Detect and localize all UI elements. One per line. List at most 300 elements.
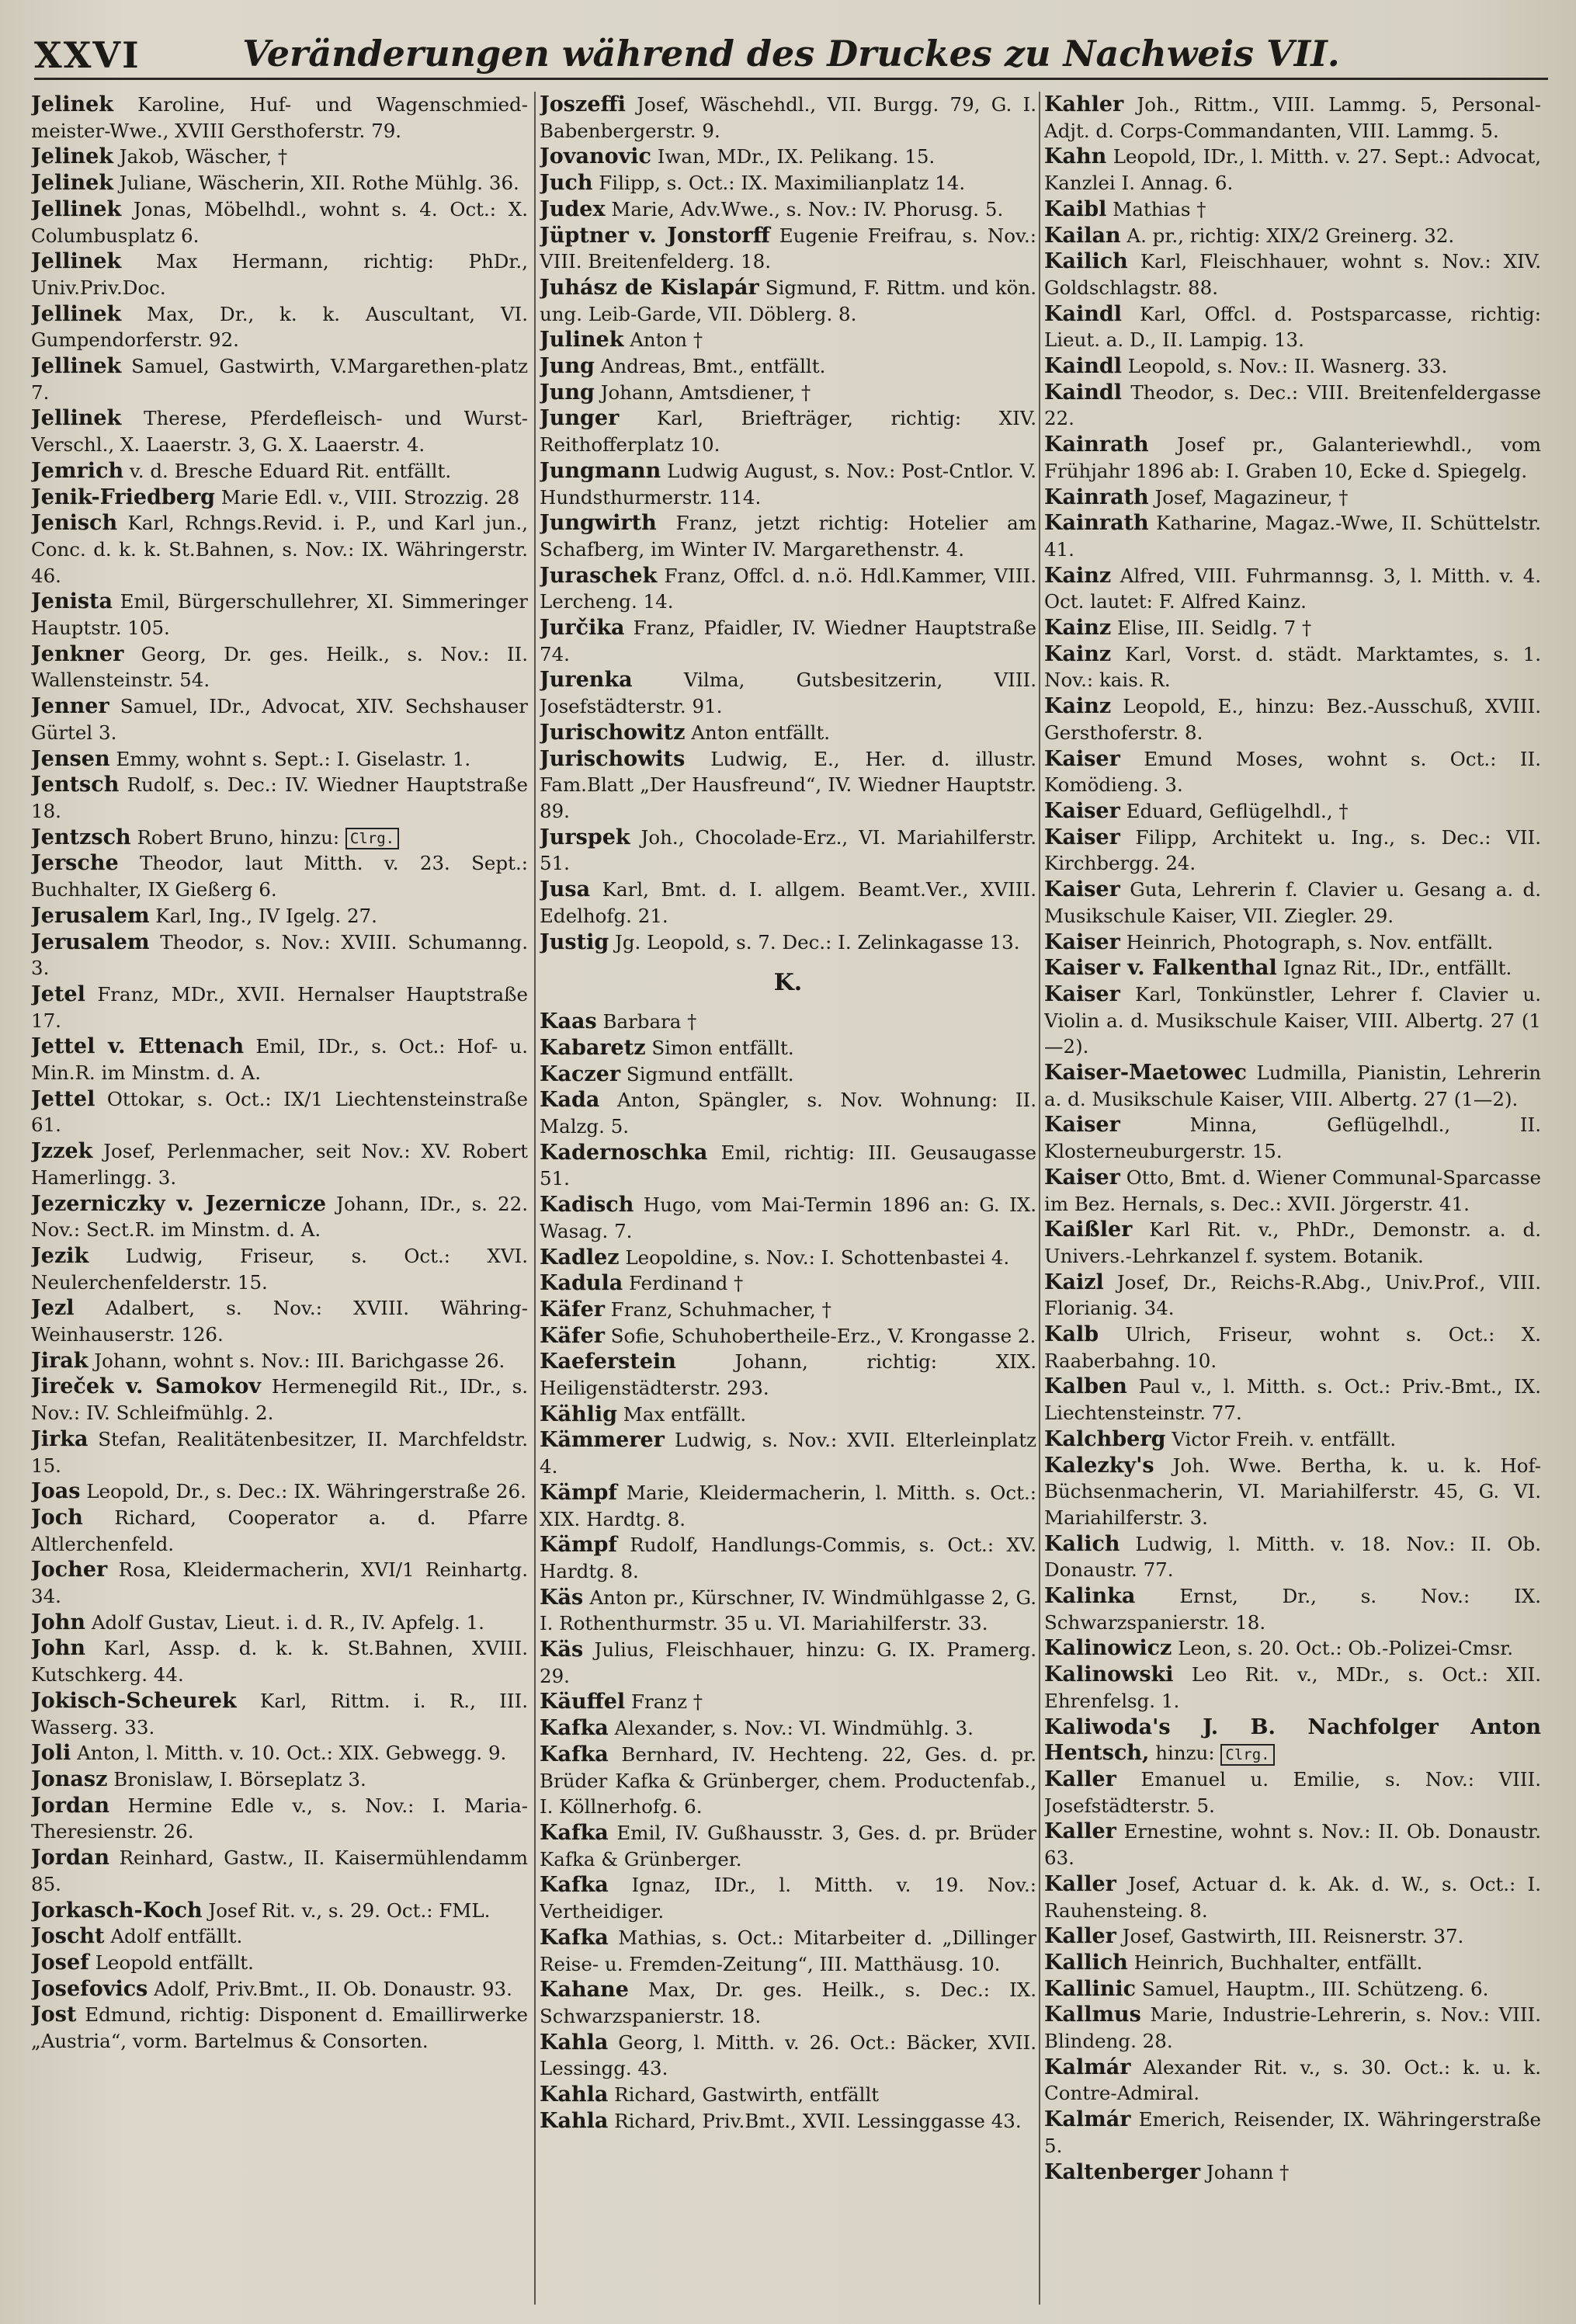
entry-details: Ignaz, IDr., l. Mitth. v. 19. Nov.: Vertheidiger.	[540, 1874, 1036, 1923]
entry-name: Jirka	[31, 1426, 89, 1451]
directory-entry	[31, 1845, 528, 1897]
directory-entry	[540, 1270, 1036, 1297]
directory-entry	[1044, 1322, 1541, 1374]
directory-entry	[31, 1635, 528, 1687]
entry-name: Kaiser	[1044, 1113, 1120, 1138]
entry-details: Heinrich, Photograph, s. Nov. entfällt.	[1120, 930, 1494, 954]
entry-name: Jost	[31, 2003, 77, 2027]
entry-name: Jurischowitz	[540, 720, 686, 745]
entry-name: Kaißler	[1044, 1218, 1133, 1242]
entry-details: Ferdinand †	[623, 1272, 744, 1295]
entry-details: Samuel, Gastwirth, V.Margarethen-platz 7.	[31, 355, 528, 404]
entry-name: Jonasz	[31, 1767, 108, 1791]
entry-details: Karl, Rittm. i. R., III. Wasserg. 33.	[31, 1689, 528, 1739]
directory-entry	[31, 1426, 528, 1478]
entry-details: Adolf entfällt.	[104, 1925, 243, 1948]
directory-entry	[540, 825, 1036, 877]
entry-name: Kallinic	[1044, 1976, 1137, 2001]
entry-name: Kaller	[1044, 1871, 1116, 1896]
directory-entry	[1044, 432, 1541, 484]
directory-entry	[31, 144, 528, 170]
entry-name: Jezerniczky v. Jezernicze	[31, 1191, 327, 1216]
entry-details: Franz, Schuhmacher, †	[604, 1297, 831, 1321]
directory-entry	[540, 1742, 1036, 1820]
entry-name: Kaiser	[1044, 981, 1120, 1006]
entry-name: Josef	[31, 1950, 89, 1975]
entry-name: Jellinek	[31, 196, 122, 221]
directory-entry	[31, 1086, 528, 1138]
entry-name: Kaiser	[1044, 877, 1120, 902]
directory-entry	[540, 1349, 1036, 1401]
entry-name: Jellinek	[31, 301, 122, 326]
directory-entry	[31, 1976, 528, 2003]
directory-entry	[1044, 615, 1541, 641]
entry-name: Kaas	[540, 1009, 597, 1034]
entry-name: Jellinek	[31, 249, 122, 274]
entry-details: Robert Bruno, hinzu:	[130, 825, 345, 849]
directory-entry	[31, 825, 528, 851]
entry-name: Jerusalem	[31, 903, 150, 928]
entry-details: Ludmilla, Pianistin, Lehrerin a. d. Musikschule Kaiser, VIII. Albertg. 27 (1—2).	[1044, 1061, 1541, 1110]
entry-name: Jelinek	[31, 92, 113, 116]
entry-details: Josef, Gastwirth, III. Reisnerstr. 37.	[1116, 1925, 1464, 1948]
entry-details: Emmy, wohnt s. Sept.: I. Giselastr. 1.	[109, 747, 471, 770]
entry-details: Anton, l. Mitth. v. 10. Oct.: XIX. Gebwegg. 9.	[71, 1742, 507, 1765]
entry-name: Juraschek	[540, 563, 658, 588]
directory-entry	[31, 510, 528, 589]
entry-name: Kaiser-Maetowec	[1044, 1061, 1247, 1086]
entry-details: Emerich, Reisender, IX. Währingerstraße 5.	[1044, 2108, 1541, 2157]
directory-entry	[540, 1245, 1036, 1271]
entry-details: Emil, IDr., s. Oct.: Hof- u. Min.R. im Minstm. d. A.	[31, 1035, 528, 1085]
entry-details: Richard, Gastwirth, entfällt	[608, 2083, 880, 2107]
entry-details: Karoline, Huf- und Wagenschmied-meister-Wwe., XVIII Gersthoferstr. 79.	[31, 93, 528, 142]
entry-details: Anton, Spängler, s. Nov. Wohnung: II. Malzg. 5.	[540, 1089, 1036, 1138]
entry-name: Julinek	[540, 328, 624, 353]
entry-details: Katharine, Magaz.-Wwe, II. Schüttelstr. 41.	[1044, 512, 1541, 561]
entry-details: Sofie, Schuhobertheile-Erz., V. Krongasse 2.	[604, 1324, 1036, 1347]
directory-entry	[540, 1715, 1036, 1742]
directory-entry	[540, 1140, 1036, 1192]
mark-label: Clrg.	[1220, 1744, 1274, 1766]
entry-name: Kalmár	[1044, 2055, 1131, 2079]
entry-name: Käs	[540, 1638, 584, 1662]
entry-details: Josef Rit. v., s. 29. Oct.: FML.	[202, 1898, 491, 1922]
entry-details: Leopold, E., hinzu: Bez.-Ausschuß, XVIII. Gersthoferstr. 8.	[1044, 695, 1541, 744]
directory-entry	[1044, 2159, 1541, 2186]
entry-name: Kainz	[1044, 641, 1112, 666]
entry-details: Emil, IV. Gußhausstr. 3, Ges. d. pr. Brüder Kafka & Grünberger.	[540, 1822, 1036, 1871]
entry-name: Jezl	[31, 1296, 75, 1321]
entry-name: Käuffel	[540, 1690, 626, 1714]
entry-details: Emanuel u. Emilie, s. Nov.: VIII. Josefstädterstr. 5.	[1044, 1768, 1541, 1817]
entry-details: Joh., Chocolade-Erz., VI. Mariahilferstr. 51.	[540, 825, 1036, 875]
entry-name: Jüptner v. Jonstorff	[540, 223, 770, 248]
entry-name: Kadlez	[540, 1245, 620, 1270]
directory-entry	[540, 1035, 1036, 1061]
directory-entry	[1044, 1374, 1541, 1426]
entry-details: Karl, Bmt. d. I. allgem. Beamt.Ver., XVIII. Edelhofg. 21.	[540, 878, 1036, 927]
directory-entry	[1044, 1976, 1541, 2003]
entry-details: Georg, l. Mitth. v. 26. Oct.: Bäcker, XVII. Lessingg. 43.	[540, 2030, 1036, 2080]
entry-details: Adolf, Priv.Bmt., II. Ob. Donaustr. 93.	[148, 1977, 512, 2000]
entry-details: Simon entfällt.	[645, 1036, 794, 1059]
directory-entry	[1044, 510, 1541, 562]
directory-entry	[1044, 929, 1541, 956]
entry-details: Josef pr., Galanteriewhdl., vom Frühjahr 1896 ab: I. Graben 10, Ecke d. Spiegelg.	[1044, 433, 1541, 482]
directory-entry	[540, 510, 1036, 562]
entry-details: Anton †	[623, 328, 703, 352]
entry-details: Marie Edl. v., VIII. Strozzig. 28	[215, 485, 520, 509]
directory-entry	[540, 1427, 1036, 1479]
directory-entry	[1044, 1217, 1541, 1269]
entry-details: Stefan, Realitätenbesitzer, II. Marchfeldstr. 15.	[31, 1427, 528, 1477]
directory-entry	[31, 458, 528, 485]
entry-details: Max entfällt.	[616, 1402, 747, 1426]
directory-entry	[540, 1872, 1036, 1924]
section-letter: K.	[773, 969, 803, 997]
entry-details: Josef, Dr., Reichs-R.Abg., Univ.Prof., VIII. Florianig. 34.	[1044, 1270, 1541, 1320]
entry-details: Jonas, Möbelhdl., wohnt s. 4. Oct.: X. Columbusplatz 6.	[31, 197, 528, 247]
entry-details: Bernhard, IV. Hechteng. 22, Ges. d. pr. Brüder Kafka & Grünberger, chem. Productenfab., I. Köllnerhofg. 6.	[540, 1742, 1036, 1819]
entry-details: Therese, Pferdefleisch- und Wurst-Verschl., X. Laaerstr. 3, G. X. Laaerstr. 4.	[31, 407, 528, 457]
entry-name: Kailich	[1044, 249, 1128, 274]
entry-details: Jg. Leopold, s. 7. Dec.: I. Zelinkagasse 13.	[609, 930, 1020, 954]
directory-entry	[1044, 485, 1541, 511]
entry-name: Jentsch	[31, 773, 120, 797]
entry-name: Jenik-Friedberg	[31, 485, 216, 509]
entry-name: Jettel v. Ettenach	[31, 1034, 245, 1059]
entry-details: Anton pr., Kürschner, IV. Windmühlgasse 2, G. I. Rothenthurmstr. 35 u. VI. Mariahilferstr. 33.	[540, 1586, 1036, 1635]
column-divider	[1039, 92, 1040, 2305]
entry-details: Georg, Dr. ges. Heilk., s. Nov.: II. Wallensteinstr. 54.	[31, 642, 528, 692]
entry-name: Kahane	[540, 1978, 629, 2003]
directory-entry	[540, 1061, 1036, 1088]
entry-name: Kalinka	[1044, 1584, 1136, 1609]
entry-name: Joscht	[31, 1924, 105, 1949]
directory-entry	[1044, 1662, 1541, 1714]
directory-entry	[1044, 1766, 1541, 1819]
entry-details: Andreas, Bmt., entfällt.	[594, 355, 826, 378]
entry-details: Theodor, s. Nov.: XVIII. Schumanng. 3.	[31, 930, 528, 980]
entry-name: Jelinek	[31, 171, 113, 196]
directory-entry	[540, 1480, 1036, 1532]
entry-name: Jurenka	[540, 668, 633, 693]
entry-name: Kalb	[1044, 1322, 1099, 1347]
entry-name: Jensen	[31, 746, 110, 771]
entry-name: Kaindl	[1044, 380, 1122, 405]
entry-details: Ludwig, s. Nov.: XVII. Elterleinplatz 4.	[540, 1429, 1036, 1478]
directory-entry	[31, 92, 528, 144]
entry-name: Kallmus	[1044, 2003, 1141, 2027]
directory-entry	[31, 693, 528, 745]
entry-details: Leopold entfällt.	[89, 1951, 254, 1974]
directory-entry	[1044, 380, 1541, 432]
directory-entry	[31, 1793, 528, 1845]
directory-entry	[540, 327, 1036, 353]
entry-name: Kalben	[1044, 1374, 1127, 1399]
entry-name: Jurčika	[540, 616, 625, 641]
entry-name: Jerusalem	[31, 929, 150, 954]
directory-entry	[1044, 693, 1541, 745]
page-title: Veränderungen während des Druckes zu Nachweis VII.	[242, 33, 1340, 75]
entry-details: Ludwig August, s. Nov.: Post-Cntlor. V. Hundsthurmerstr. 114.	[540, 459, 1036, 509]
entry-details: Emil, richtig: III. Geusaugasse 51.	[540, 1141, 1036, 1190]
entry-name: Joas	[31, 1479, 81, 1504]
entry-details: Anton entfällt.	[685, 721, 831, 744]
entry-details: Marie, Industrie-Lehrerin, s. Nov.: VIII. Blindeng. 28.	[1044, 2003, 1541, 2053]
entry-name: Junger	[540, 406, 620, 431]
entry-details: Max, Dr., k. k. Auscultant, VI. Gumpendorferstr. 92.	[31, 302, 528, 352]
directory-entry	[1044, 1270, 1541, 1322]
directory-entry	[1044, 1426, 1541, 1453]
entry-name: Jurischowits	[540, 746, 686, 771]
entry-name: Kaiser v. Falkenthal	[1044, 956, 1277, 981]
directory-entry	[540, 2108, 1036, 2135]
directory-entry	[1044, 746, 1541, 798]
entry-name: Kainrath	[1044, 485, 1149, 509]
directory-entry	[1044, 1060, 1541, 1112]
entry-details: Julius, Fleischhauer, hinzu: G. IX. Pramerg. 29.	[540, 1638, 1036, 1687]
entry-name: Kaeferstein	[540, 1350, 676, 1374]
entry-details: Johann, richtig: XIX. Heiligenstädterstr. 293.	[540, 1350, 1036, 1400]
directory-entry	[1044, 1950, 1541, 1976]
directory-entry	[31, 1688, 528, 1740]
entry-details: Otto, Bmt. d. Wiener Communal-Sparcasse im Bez. Hernals, s. Dec.: XVII. Jörgerstr. 41.	[1044, 1165, 1541, 1215]
entry-details: Karl Rit. v., PhDr., Demonstr. a. d. Univers.-Lehrkanzel f. system. Botanik.	[1044, 1218, 1541, 1267]
entry-name: Kaindl	[1044, 301, 1122, 326]
entry-name: Käfer	[540, 1323, 605, 1348]
entry-name: Kadisch	[540, 1193, 634, 1218]
entry-name: Jezik	[31, 1243, 89, 1268]
directory-entry	[31, 485, 528, 511]
entry-details: Iwan, MDr., IX. Pelikang. 15.	[651, 145, 936, 168]
directory-entry	[31, 1766, 528, 1793]
entry-details: Josef, Perlenmacher, seit Nov.: XV. Robert Hamerlingg. 3.	[31, 1140, 528, 1189]
directory-entry	[540, 92, 1036, 144]
entry-details: Franz, MDr., XVII. Hernalser Hauptstraße 17.	[31, 982, 528, 1032]
entry-name: Kahla	[540, 2108, 609, 2133]
entry-name: Jung	[540, 354, 595, 379]
entry-name: John	[31, 1610, 86, 1634]
directory-entry	[540, 1977, 1036, 2029]
entry-details: Bronislaw, I. Börseplatz 3.	[107, 1768, 366, 1791]
entry-name: Jordan	[31, 1846, 110, 1871]
directory-entry	[540, 1402, 1036, 1428]
entry-name: Kainrath	[1044, 432, 1149, 457]
directory-entry	[540, 746, 1036, 825]
entry-details: Franz †	[625, 1690, 703, 1714]
entry-name: Kafka	[540, 1821, 609, 1845]
entry-details: Alexander, s. Nov.: VI. Windmühlg. 3.	[608, 1717, 974, 1740]
directory-entry	[31, 589, 528, 641]
directory-entry	[540, 144, 1036, 170]
entry-name: Kainz	[1044, 694, 1112, 719]
entry-name: John	[31, 1636, 86, 1661]
directory-entry	[31, 248, 528, 300]
directory-entry	[31, 196, 528, 248]
entry-details: v. d. Bresche Eduard Rit. entfällt.	[123, 459, 452, 482]
entry-details: Marie, Kleidermacherin, l. Mitth. s. Oct.: XIX. Hardtg. 8.	[540, 1481, 1036, 1530]
directory-entry	[1044, 825, 1541, 877]
directory-entry	[31, 1923, 528, 1950]
entry-name: Kahler	[1044, 92, 1124, 116]
directory-entry	[1044, 2055, 1541, 2107]
directory-entry	[31, 850, 528, 902]
entry-name: Jentzsch	[31, 825, 131, 849]
entry-name: Kaiser	[1044, 1165, 1120, 1190]
entry-name: Jocher	[31, 1558, 108, 1582]
entry-details: Richard, Priv.Bmt., XVII. Lessinggasse 43.	[608, 2109, 1022, 2132]
entry-name: Jovanovic	[540, 144, 651, 169]
column-1	[31, 92, 528, 2305]
entry-name: Kaiser	[1044, 798, 1120, 823]
entry-name: Jung	[540, 380, 595, 405]
entry-name: Kämmerer	[540, 1428, 665, 1453]
mark-label: Clrg.	[345, 828, 399, 849]
entry-details: Emund Moses, wohnt s. Oct.: II. Komödieng. 3.	[1044, 747, 1541, 797]
directory-entry	[1044, 2107, 1541, 2159]
entry-name: Josefovics	[31, 1976, 148, 2001]
entry-details: Ludwig, Friseur, s. Oct.: XVI. Neulerchenfelderstr. 15.	[31, 1244, 528, 1294]
entry-details: Theodor, laut Mitth. v. 23. Sept.: Buchhalter, IX Gießerg 6.	[31, 852, 528, 901]
directory-entry	[540, 405, 1036, 457]
entry-name: Kaliwoda's J. B. Nachfolger Anton Hentsch,	[1044, 1714, 1541, 1766]
entry-details: Ernestine, wohnt s. Nov.: II. Ob. Donaustr. 63.	[1044, 1820, 1541, 1870]
directory-entry	[540, 2030, 1036, 2082]
entry-name: Jenista	[31, 589, 113, 614]
entry-details: Leopold, s. Nov.: II. Wasnerg. 33.	[1121, 355, 1448, 378]
entry-name: Joch	[31, 1505, 83, 1530]
entry-name: Jirak	[31, 1348, 89, 1373]
entry-name: Kaiser	[1044, 825, 1120, 849]
entry-name: Kaller	[1044, 1767, 1116, 1791]
entry-details: Franz, Pfaidler, IV. Wiedner Hauptstraße 74.	[540, 617, 1036, 665]
entry-details: Sigmund, F. Rittm. und kön. ung. Leib-Garde, VII. Döblerg. 8.	[540, 276, 1036, 325]
directory-entry	[540, 1192, 1036, 1244]
directory-entry	[31, 353, 528, 405]
entry-details: Paul v., l. Mitth. s. Oct.: Priv.-Bmt., IX. Liechtensteinstr. 77.	[1044, 1375, 1541, 1425]
entry-name: Kalezky's	[1044, 1453, 1154, 1478]
entry-name: Jorkasch-Koch	[31, 1898, 203, 1923]
entry-name: Kalinowicz	[1044, 1636, 1172, 1661]
entry-details: Leopold, Dr., s. Dec.: IX. Währingerstraße 26.	[80, 1480, 526, 1503]
directory-entry	[31, 405, 528, 457]
entry-details: Ignaz Rit., IDr., entfällt.	[1276, 957, 1512, 980]
directory-entry	[540, 667, 1036, 719]
directory-entry	[31, 746, 528, 773]
directory-entry	[540, 170, 1036, 196]
entry-name: Kaiser	[1044, 746, 1120, 771]
entry-name: Kahn	[1044, 144, 1107, 169]
entry-details: Hermenegild Rit., IDr., s. Nov.: IV. Schleifmühlg. 2.	[31, 1375, 528, 1425]
entry-details: Sigmund entfällt.	[620, 1062, 794, 1086]
entry-name: Kämpf	[540, 1480, 618, 1505]
entry-name: Kahla	[540, 2030, 609, 2055]
entry-details: Max Hermann, richtig: PhDr., Univ.Priv.Doc.	[31, 250, 528, 299]
entry-details: Josef, Actuar d. k. Ak. d. W., s. Oct.: I. Rauhensteing. 8.	[1044, 1872, 1541, 1922]
entry-details: Mathias, s. Oct.: Mitarbeiter d. „Dillinger Reise- u. Fremden-Zeitung“, III. Matthäusg. 10.	[540, 1926, 1036, 1975]
entry-name: Jordan	[31, 1793, 110, 1818]
directory-entry	[31, 1348, 528, 1374]
directory-entry	[540, 1297, 1036, 1323]
entry-name: Kalinowski	[1044, 1662, 1174, 1687]
entry-details: Eugenie Freifrau, s. Nov.: VIII. Breitenfelderg. 18.	[540, 224, 1036, 273]
directory-entry	[31, 1478, 528, 1505]
entry-name: Jellinek	[31, 406, 122, 431]
entry-name: Justig	[540, 929, 609, 954]
directory-entry	[1044, 1923, 1541, 1950]
entry-details: Emil, Bürgerschullehrer, XI. Simmeringer Hauptstr. 105.	[31, 590, 528, 640]
directory-entry	[31, 1610, 528, 1636]
entry-name: Jersche	[31, 851, 119, 876]
directory-entry	[540, 929, 1036, 956]
entry-name: Jelinek	[31, 144, 113, 169]
entry-details: Joh., Rittm., VIII. Lammg. 5, Personal-Adjt. d. Corps-Commandanten, VIII. Lammg. 5.	[1044, 93, 1541, 142]
entry-details: Jakob, Wäscher, †	[113, 145, 288, 168]
directory-entry	[1044, 877, 1541, 929]
directory-entry	[540, 223, 1036, 275]
directory-entry	[1044, 1714, 1541, 1766]
directory-entry	[540, 2082, 1036, 2108]
entry-details: Elise, III. Seidlg. 7 †	[1111, 617, 1312, 640]
entry-name: Jireček v. Samokov	[31, 1374, 262, 1399]
entry-name: Jenner	[31, 694, 109, 719]
directory-entry	[31, 1138, 528, 1190]
entry-name: Kadula	[540, 1271, 623, 1296]
directory-entry	[540, 720, 1036, 746]
entry-details: Samuel, IDr., Advocat, XIV. Sechshauser Gürtel 3.	[31, 695, 528, 744]
directory-entry	[31, 1243, 528, 1295]
entry-name: Jenisch	[31, 511, 118, 536]
directory-entry	[1044, 563, 1541, 615]
entry-details: Ottokar, s. Oct.: IX/1 Liechtensteinstraße 61.	[31, 1087, 528, 1137]
entry-details: Richard, Cooperator a. d. Pfarre Altlerchenfeld.	[31, 1506, 528, 1555]
entry-name: Kaiser	[1044, 929, 1120, 954]
entry-details: A. pr., richtig: XIX/2 Greinerg. 32.	[1120, 224, 1455, 247]
entry-name: Jurspek	[540, 825, 630, 849]
column-2	[540, 92, 1036, 2305]
directory-entry	[1044, 2002, 1541, 2054]
directory-entry	[1044, 1635, 1541, 1662]
entry-name: Kaltenberger	[1044, 2159, 1201, 2184]
entry-details: Heinrich, Buchhalter, entfällt.	[1127, 1951, 1423, 1974]
entry-name: Kallich	[1044, 1950, 1128, 1975]
directory-entry	[1044, 641, 1541, 693]
entry-name: Käfer	[540, 1297, 605, 1322]
directory-entry	[540, 196, 1036, 223]
entry-details: Franz, jetzt richtig: Hotelier am Schafberg, im Winter IV. Margarethenstr. 4.	[540, 512, 1036, 561]
column-divider	[534, 92, 536, 2305]
entry-details: Minna, Geflügelhdl., II. Klosterneuburgerstr. 15.	[1044, 1113, 1541, 1163]
entry-details: Karl, Vorst. d. städt. Marktamtes, s. 1. Nov.: kais. R.	[1044, 642, 1541, 692]
entry-details: Samuel, Hauptm., III. Schützeng. 6.	[1136, 1977, 1489, 2000]
directory-entry	[540, 1323, 1036, 1350]
entry-details: Johann †	[1200, 2160, 1290, 2183]
entry-name: Joli	[31, 1741, 71, 1766]
directory-entry	[1044, 798, 1541, 825]
entry-name: Kabaretz	[540, 1035, 646, 1060]
entry-name: Juhász de Kislapár	[540, 275, 759, 300]
entry-details: Alexander Rit. v., s. 30. Oct.: k. u. k. Contre-Admiral.	[1044, 2055, 1541, 2105]
entry-name: Jzzek	[31, 1139, 93, 1164]
entry-details: hinzu:	[1149, 1742, 1221, 1765]
directory-entry	[540, 615, 1036, 667]
directory-entry	[31, 1033, 528, 1086]
directory-entry	[540, 1637, 1036, 1689]
entry-name: Judex	[540, 196, 606, 221]
entry-name: Jenkner	[31, 641, 124, 666]
